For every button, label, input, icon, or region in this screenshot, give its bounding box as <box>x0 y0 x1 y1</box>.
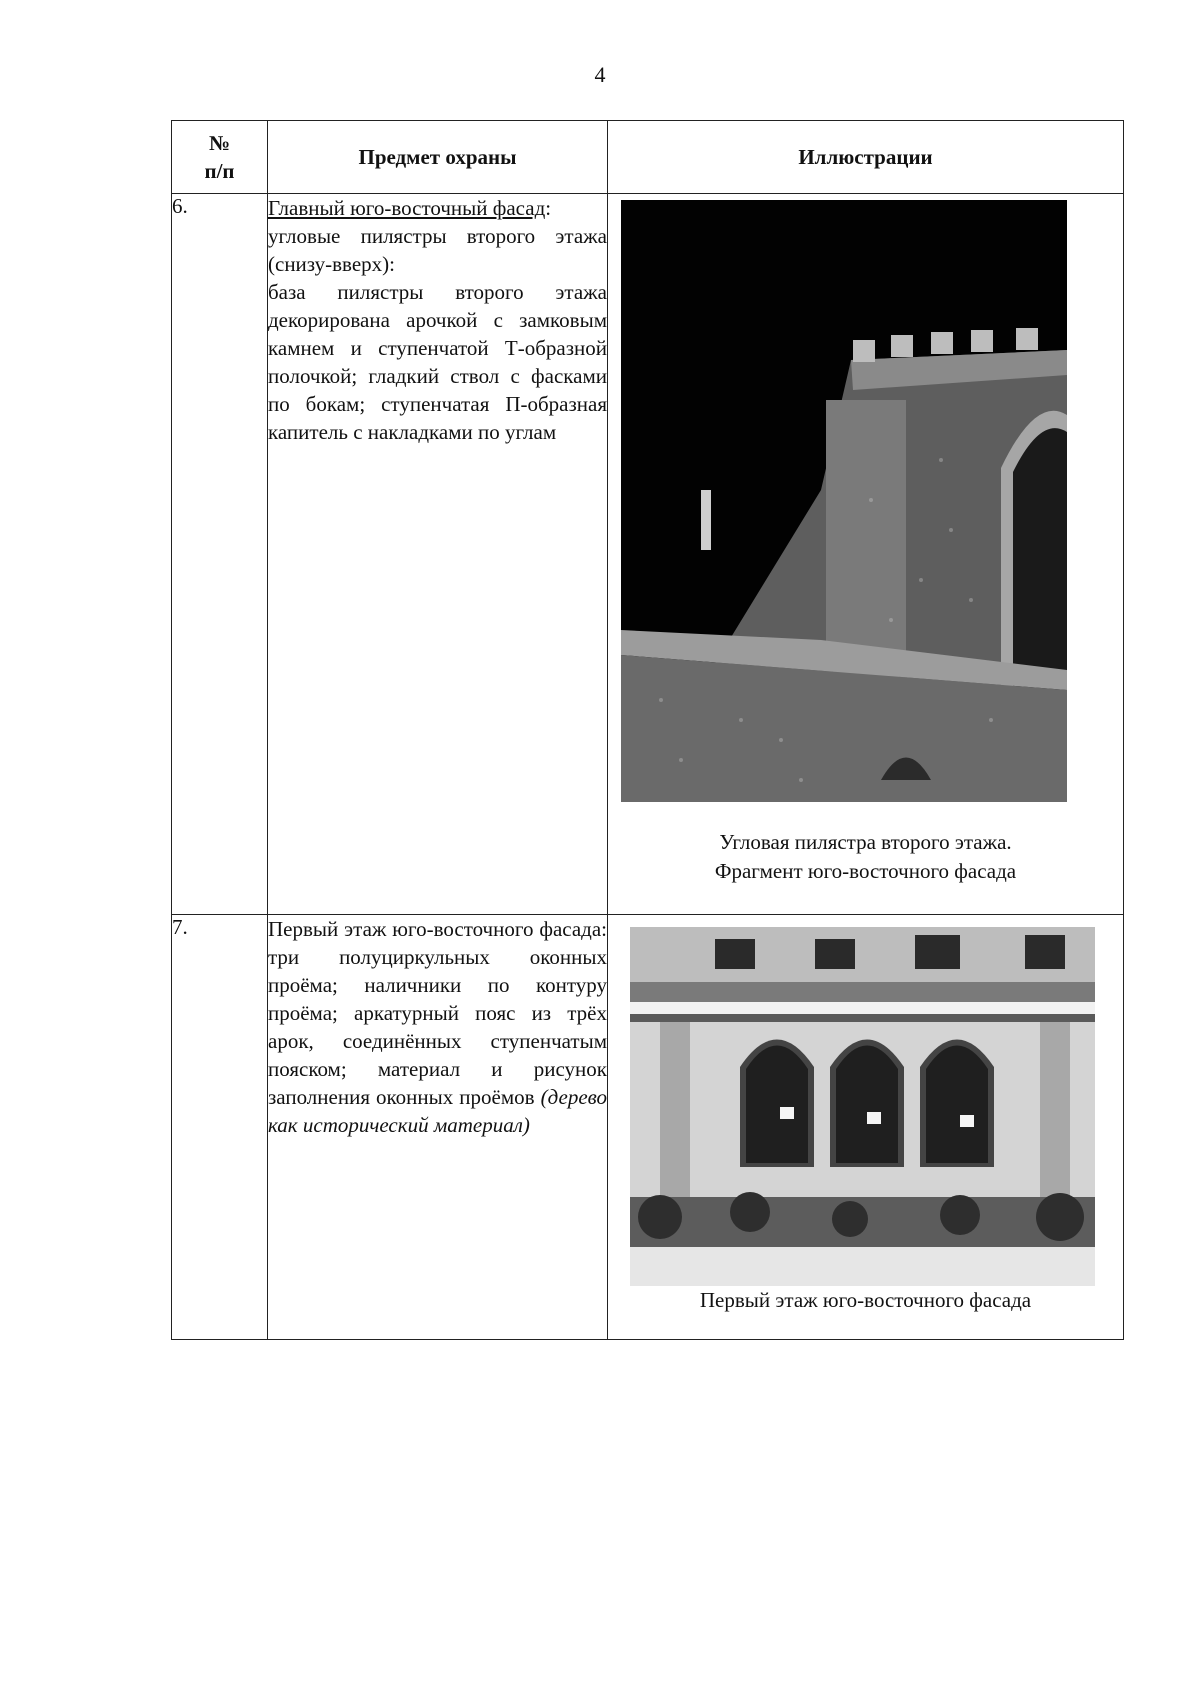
row-subject-text: Первый этаж юго-восточного фасада: три полуциркульных оконных проёма; наличники по контуру проёма; аркатурный пояс из трёх арок, соединённых ступенчатым пояском; материал и рисунок заполнения оконных проёмов <box>268 917 607 1109</box>
row-number: 6. <box>172 194 268 915</box>
header-illustrations: Иллюстрации <box>608 121 1124 194</box>
photo-caption-line: Фрагмент юго-восточного фасада <box>714 859 1017 883</box>
row-subject-line: база пилястры второго этажа декорирована арочкой с замковым камнем и ступенчатой Т-образной полочкой; гладкий ствол с фасками по бокам; ступенчатая П-образная капитель с накладками по углам <box>268 280 607 444</box>
row-subject <box>268 915 608 1340</box>
photo-caption-line: Первый этаж юго-восточного фасада <box>699 1288 1032 1312</box>
header-number <box>172 121 268 194</box>
row-number: 7. <box>172 915 268 1340</box>
photo-caption <box>608 828 1123 914</box>
header-subject: Предмет охраны <box>268 121 608 194</box>
row-illustration <box>608 915 1124 1340</box>
row-subject-line: угловые пилястры второго этажа (снизу-вверх): <box>268 224 607 276</box>
table-row <box>172 194 1124 915</box>
row-illustration <box>608 194 1124 915</box>
row-subject-title-colon: : <box>545 196 552 220</box>
row-subject-italic: (дерево как исторический материал) <box>268 1085 607 1137</box>
header-number-line2: п/п <box>204 159 235 183</box>
header-number-line1: № <box>208 131 231 155</box>
row-subject-title: Главный юго-восточный фасад <box>268 196 546 220</box>
photo-ground-floor <box>630 927 1095 1286</box>
table-header-row <box>172 121 1124 194</box>
protection-table <box>171 120 1124 1340</box>
photo-caption <box>608 1286 1123 1339</box>
photo-caption-line: Угловая пилястра второго этажа. <box>719 830 1012 854</box>
page-number: 4 <box>594 62 606 87</box>
photo-corner-pilaster <box>621 200 1067 802</box>
row-subject <box>268 194 608 915</box>
table-row <box>172 915 1124 1340</box>
